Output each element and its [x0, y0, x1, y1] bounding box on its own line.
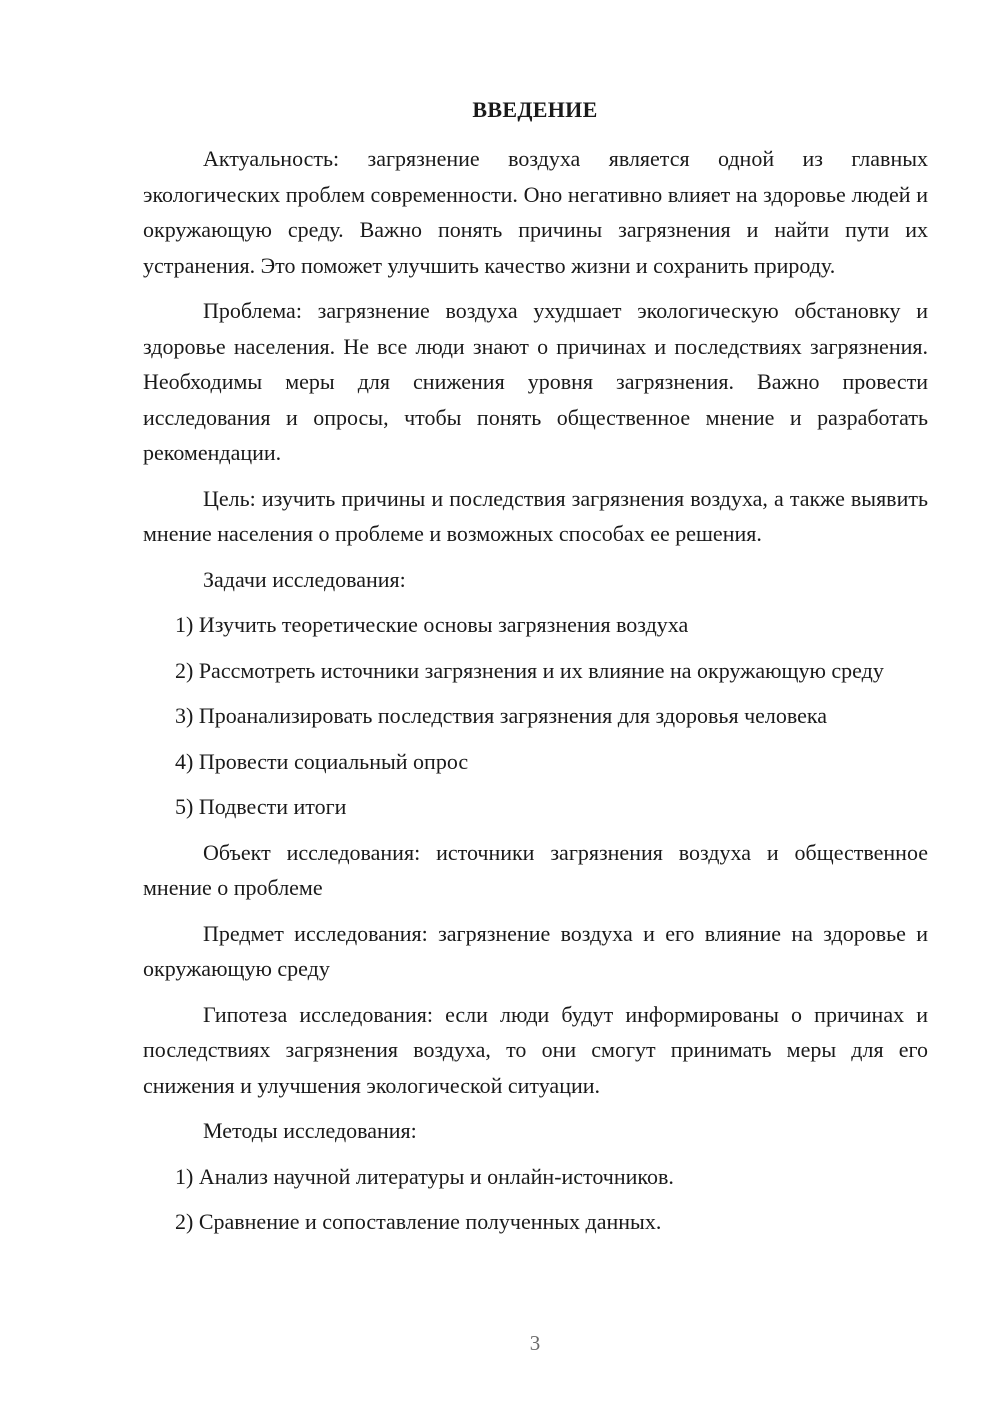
method-item-1: 1) Анализ научной литературы и онлайн-источников. — [175, 1163, 674, 1189]
page-title: ВВЕДЕНИЕ — [472, 97, 598, 122]
task-item-1: 1) Изучить теоретические основы загрязнения воздуха — [175, 612, 689, 637]
body-text — [143, 141, 928, 1240]
paragraph-problem: Проблема: загрязнение воздуха ухудшает экологическую обстановку и здоровье населения. Не все люди знают о причинах и последствиях загрязнения. Необходимы меры для снижения уровня загрязнения. Важно провести исследования и опросы, чтобы понять общественное мнение и разработать рекомендации. — [143, 298, 928, 465]
paragraph-goal: Цель: изучить причины и последствия загрязнения воздуха, а также выявить мнение населения о проблеме и возможных способах ее решения. — [143, 485, 928, 546]
task-item-3: 3) Проанализировать последствия загрязнения для здоровья человека — [175, 703, 828, 728]
task-item-2: 2) Рассмотреть источники загрязнения и их влияние на окружающую среду — [175, 657, 884, 683]
methods-heading: Методы исследования: — [203, 1118, 417, 1143]
paragraph-relevance: Актуальность: загрязнение воздуха является одной из главных экологических проблем современности. Оно негативно влияет на здоровье людей и окружающую среду. Важно понять причины загрязнения и найти пути их устранения. Это поможет улучшить качество жизни и сохранить природу. — [143, 146, 928, 278]
page-number: 3 — [529, 1331, 541, 1355]
task-item-5: 5) Подвести итоги — [175, 794, 347, 819]
method-item-2: 2) Сравнение и сопоставление полученных данных. — [175, 1209, 662, 1234]
paragraph-object: Объект исследования: источники загрязнения воздуха и общественное мнение о проблеме — [143, 839, 928, 900]
tasks-heading: Задачи исследования: — [203, 566, 406, 592]
paragraph-subject: Предмет исследования: загрязнение воздуха и его влияние на здоровье и окружающую среду — [143, 920, 928, 981]
task-item-4: 4) Провести социальный опрос — [175, 748, 469, 774]
paragraph-hypothesis: Гипотеза исследования: если люди будут информированы о причинах и последствиях загрязнения воздуха, то они смогут принимать меры для его снижения и улучшения экологической ситуации. — [143, 1001, 928, 1098]
